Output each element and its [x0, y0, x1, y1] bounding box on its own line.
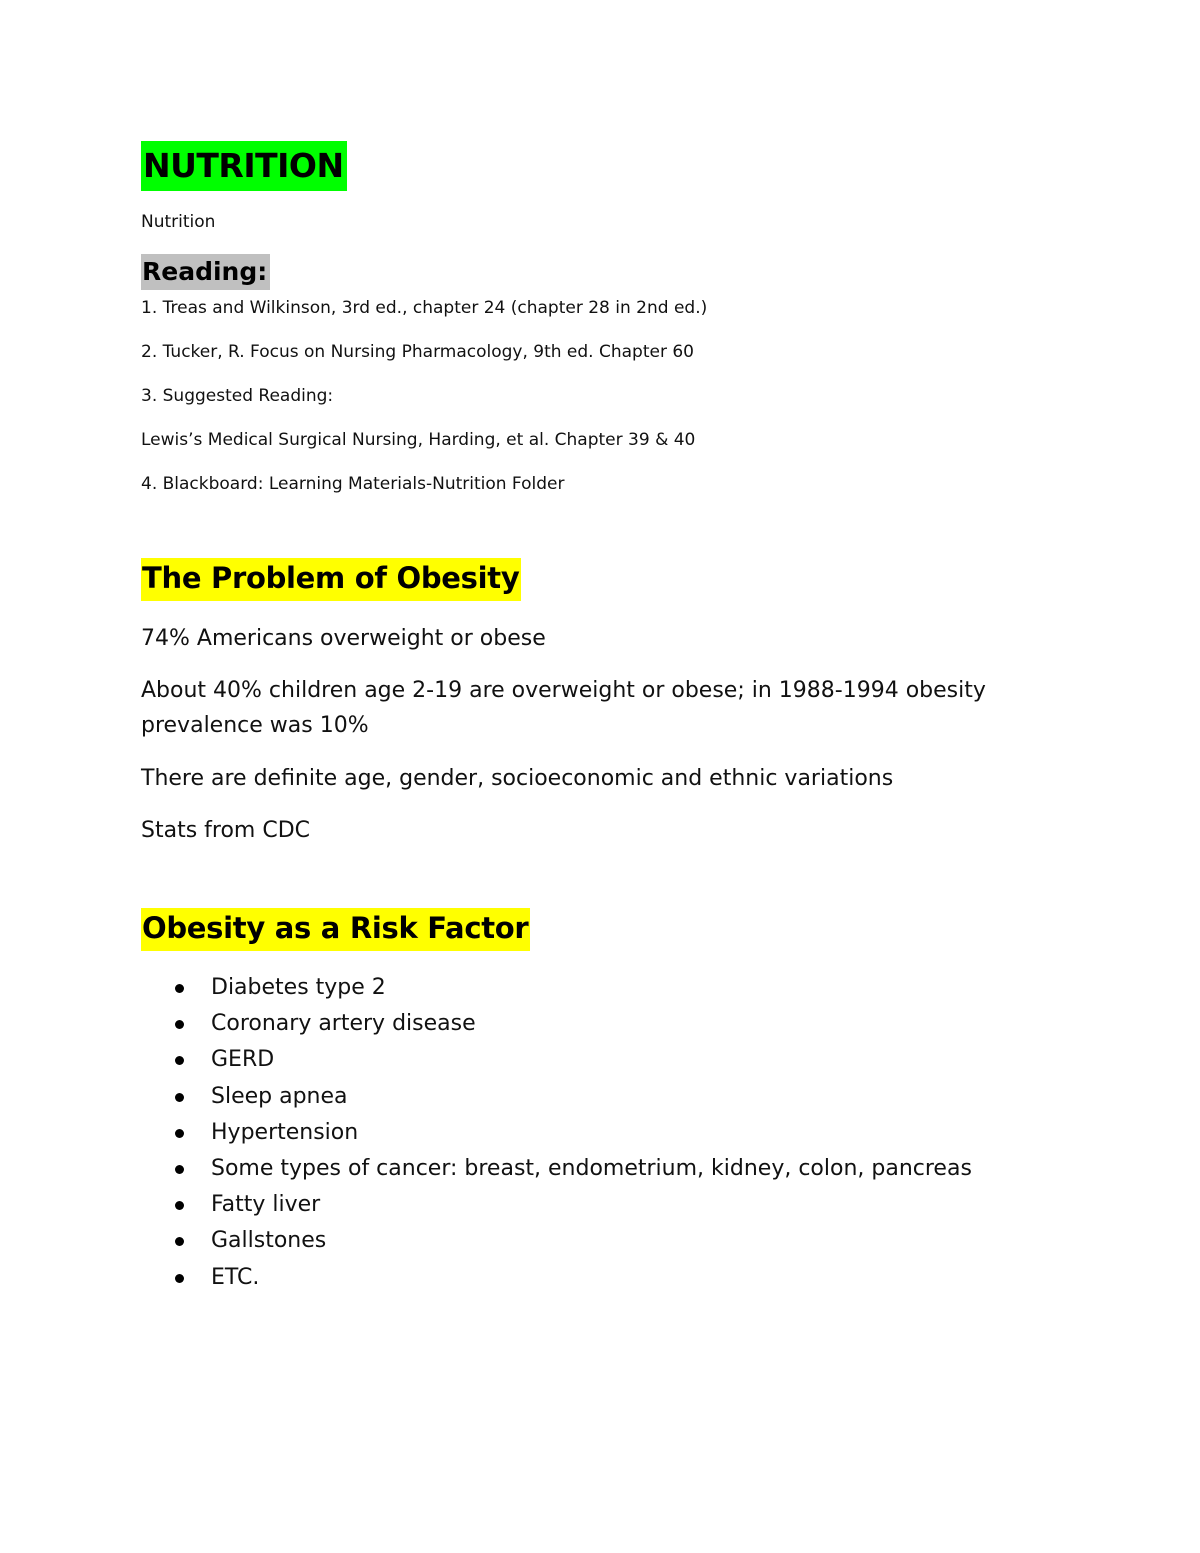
bullet-icon — [175, 1129, 184, 1138]
list-item — [141, 1223, 972, 1259]
reading-item-3-detail: Lewis’s Medical Surgical Nursing, Harding, et al. Chapter 39 & 40 — [141, 430, 696, 450]
obesity-problem-heading-block — [141, 558, 521, 601]
bullet-icon — [175, 1201, 184, 1210]
children-stat-paragraph: About 40% children age 2-19 are overweight or obese; in 1988-1994 obesity prevalence was 10% — [141, 678, 986, 738]
list-item-text: Hypertension — [211, 1119, 359, 1145]
list-item — [141, 1115, 972, 1151]
risk-factor-heading: Obesity as a Risk Factor — [141, 908, 530, 951]
reading-heading-block — [141, 254, 270, 290]
bullet-icon — [175, 1274, 184, 1283]
list-item-text: Fatty liver — [211, 1192, 321, 1218]
list-item-text: GERD — [211, 1047, 275, 1073]
reading-item-3: 3. Suggested Reading: — [141, 386, 334, 406]
risk-factor-heading-block — [141, 908, 530, 951]
page-title: NUTRITION — [141, 141, 347, 191]
list-item — [141, 1079, 972, 1115]
obesity-stat-paragraph: 74% Americans overweight or obese — [141, 626, 546, 651]
title-block — [141, 141, 347, 191]
reading-item-2: 2. Tucker, R. Focus on Nursing Pharmacology, 9th ed. Chapter 60 — [141, 342, 694, 362]
list-item-text: Diabetes type 2 — [211, 975, 386, 1000]
risk-factor-list — [141, 970, 972, 1296]
list-item-text: Some types of cancer: breast, endometrium, kidney, colon, pancreas — [211, 1155, 972, 1181]
list-item-text: Coronary artery disease — [211, 1011, 476, 1037]
list-item — [141, 1042, 972, 1078]
list-item-text: Sleep apnea — [211, 1083, 348, 1109]
page-subtitle: Nutrition — [141, 212, 216, 232]
reading-heading: Reading: — [141, 254, 270, 290]
source-paragraph: Stats from CDC — [141, 818, 311, 843]
list-item — [141, 1006, 972, 1042]
reading-item-4: 4. Blackboard: Learning Materials-Nutrition Folder — [141, 474, 565, 494]
bullet-icon — [175, 1237, 184, 1246]
reading-item-1: 1. Treas and Wilkinson, 3rd ed., chapter 24 (chapter 28 in 2nd ed.) — [141, 298, 708, 318]
list-item — [141, 1151, 972, 1187]
variations-paragraph: There are definite age, gender, socioeconomic and ethnic variations — [141, 766, 894, 791]
list-item-text: Gallstones — [211, 1228, 327, 1254]
list-item — [141, 970, 972, 1006]
bullet-icon — [175, 1165, 184, 1174]
list-item — [141, 1187, 972, 1223]
bullet-icon — [175, 1093, 184, 1102]
bullet-icon — [175, 984, 184, 993]
bullet-icon — [175, 1056, 184, 1065]
bullet-icon — [175, 1020, 184, 1029]
list-item — [141, 1260, 972, 1296]
obesity-problem-heading: The Problem of Obesity — [141, 558, 521, 601]
list-item-text: ETC. — [211, 1264, 260, 1290]
